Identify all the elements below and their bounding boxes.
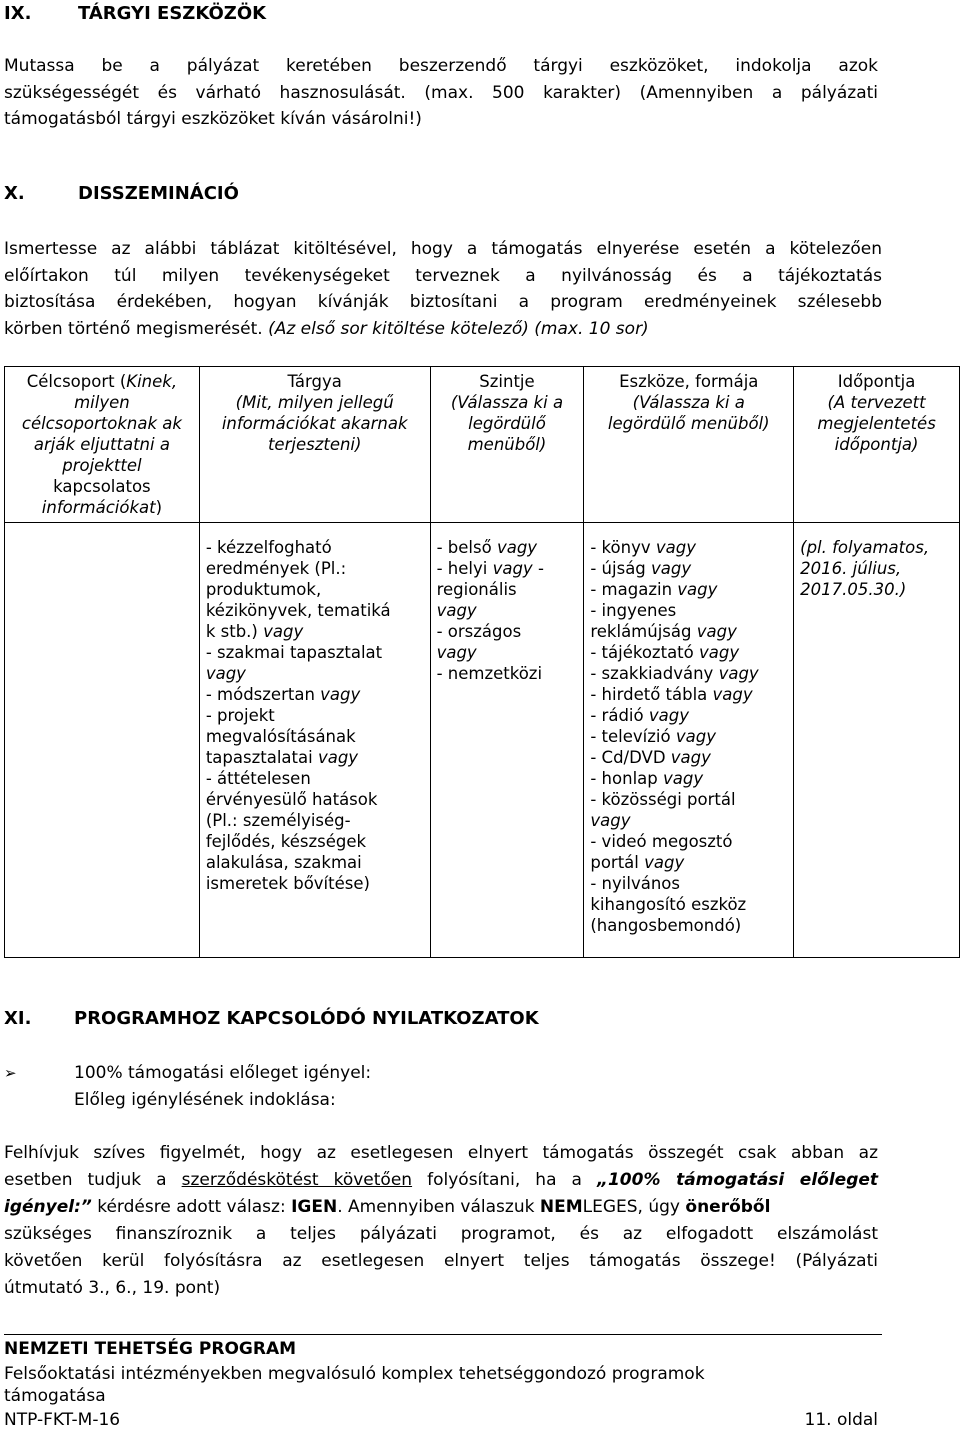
section-9-heading <box>4 3 267 24</box>
header-subject: Tárgya (Mit, milyen jellegű információkat akarnak terjeszteni) <box>199 367 430 523</box>
cell-line: - rádió vagy <box>590 706 689 725</box>
section-10-title: DISSZEMINÁCIÓ <box>78 183 239 204</box>
cell-line: vagy <box>436 643 477 662</box>
cell-line: - videó megosztó <box>590 832 733 851</box>
cell-line: - áttételesen <box>205 769 311 788</box>
section-10-line: előírtakon túl milyen tevékenységeket terveznek a nyilvánosság és a tájékoztatás <box>4 265 882 286</box>
cell-line: - ingyenes <box>590 601 677 620</box>
cell-line: reklámújság vagy <box>590 622 737 641</box>
cell-line: ismeretek bővítése) <box>205 874 370 893</box>
footer-rule <box>4 1334 882 1335</box>
cell-line: - szakkiadvány vagy <box>590 664 759 683</box>
cell-line: 2016. július, <box>800 559 902 578</box>
section-10-text <box>4 236 882 342</box>
section-11-number: XI. <box>4 1008 32 1029</box>
cell-line: portál vagy <box>590 853 685 872</box>
cell-line: - tájékoztató vagy <box>590 643 740 662</box>
arrow-bullet-icon: ➢ <box>4 1064 17 1082</box>
cell-line: kihangosító eszköz <box>590 895 747 914</box>
advance-justification-label[interactable]: Előleg igénylésének indoklása: <box>74 1090 336 1110</box>
cell-line: érvényesülő hatások <box>205 790 378 809</box>
cell-line: regionális <box>436 580 517 599</box>
cell-line: - nemzetközi <box>436 664 543 683</box>
header-means: Eszköze, formája (Válassza ki a legördülő menüből) <box>584 367 794 523</box>
cell-line: - televízió vagy <box>590 727 716 746</box>
cell-line: vagy <box>205 664 246 683</box>
section-10-line: körben történő megismerését. (Az első sor kitöltése kötelező) (max. 10 sor) <box>4 318 649 339</box>
cell-line: produktumok, <box>205 580 322 599</box>
date-cell[interactable] <box>794 523 960 958</box>
cell-line: eredmények (Pl.: <box>205 559 347 578</box>
cell-line: fejlődés, készségek <box>205 832 367 851</box>
table-header-row <box>5 367 960 523</box>
cell-line: - nyilvános <box>590 874 680 893</box>
section-9-line: Mutassa be a pályázat keretében beszerzendő tárgyi eszközöket, indokolja azok <box>4 56 878 76</box>
section-9-number: IX. <box>4 3 32 24</box>
section-9-line: támogatásból tárgyi eszközöket kíván vásárolni!) <box>4 109 422 129</box>
cell-line: - hirdető tábla vagy <box>590 685 753 704</box>
cell-line: - országos <box>436 622 522 641</box>
section-9-title: TÁRGYI ESZKÖZÖK <box>78 3 267 24</box>
contract-link-text: szerződéskötést követően <box>181 1170 413 1190</box>
cell-line: - belső vagy <box>436 538 538 557</box>
cell-line: alakulása, szakmai <box>205 853 362 872</box>
cell-line: - könyv vagy <box>590 538 696 557</box>
cell-line: (Pl.: személyiség- <box>205 811 351 830</box>
header-target-group: Célcsoport (Kinek, milyen célcsoportoknak ak arják eljuttatni a projekttel kapcsolatos információkat) <box>5 367 200 523</box>
header-level: Szintje (Válassza ki a legördülő menüből) <box>430 367 584 523</box>
cell-line: (hangosbemondó) <box>590 916 742 935</box>
cell-line: - módszertan vagy <box>205 685 361 704</box>
cell-line: 2017.05.30.) <box>800 580 907 599</box>
footer-code: NTP-FKT-M-16 <box>4 1410 121 1430</box>
section-10-line: biztosítása érdekében, hogyan kívánják biztosítani a program eredményeinek szélesebb <box>4 292 882 312</box>
footer-program-name: NEMZETI TEHETSÉG PROGRAM <box>4 1339 297 1359</box>
cell-line: - projekt <box>205 706 275 725</box>
cell-line: tapasztalatai vagy <box>205 748 359 767</box>
section-10-note: (Az első sor kitöltése kötelező) (max. 10 sor) <box>268 318 649 339</box>
cell-line: k stb.) vagy <box>205 622 304 641</box>
means-cell[interactable] <box>584 523 794 958</box>
cell-line: - magazin vagy <box>590 580 718 599</box>
cell-line: - Cd/DVD vagy <box>590 748 711 767</box>
footer-subtitle: Felsőoktatási intézményekben megvalósuló komplex tehetséggondozó programok támogatása <box>4 1364 705 1406</box>
cell-line: - szakmai tapasztalat <box>205 643 383 662</box>
section-11-heading <box>4 1008 539 1029</box>
section-10-heading <box>4 183 239 204</box>
section-10-line: Ismertesse az alábbi táblázat kitöltésével, hogy a támogatás elnyerése esetén a kötelezően <box>4 239 882 259</box>
cell-line: - közösségi portál <box>590 790 736 809</box>
section-11-title: PROGRAMHOZ KAPCSOLÓDÓ NYILATKOZATOK <box>74 1008 539 1029</box>
header-date: Időpontja (A tervezett megjelentetés időpontja) <box>794 367 960 523</box>
cell-line: vagy <box>436 601 477 620</box>
table-row <box>5 523 960 958</box>
cell-line: megvalósításának <box>205 727 356 746</box>
advance-request-label[interactable]: 100% támogatási előleget igényel: <box>74 1063 372 1083</box>
cell-line: - honlap vagy <box>590 769 704 788</box>
dissemination-table <box>4 366 960 958</box>
section-11-notice: Felhívjuk szíves figyelmét, hogy az esetlegesen elnyert támogatás összegét csak abban az esetben tudjuk a szerződéskötést követően folyósítani, ha a „100% támogatási előleget igényel:” kérdésre adott válasz: IGEN. Amennyiben válaszuk NEMLEGES, úgy önerőből szükséges finanszíroznik a teljes pályázati programot, és az elfogadott elszámolást követően kerül folyósításra az esetlegesen elnyert teljes támogatás összege! (Pályázati útmutató 3., 6., 19. pont) <box>4 1143 879 1298</box>
subject-cell[interactable] <box>199 523 430 958</box>
section-9-line: szükségességét és várható hasznosulását. (max. 500 karakter) (Amennyiben a pályázati <box>4 82 878 103</box>
cell-line: - helyi vagy - <box>436 559 544 578</box>
cell-line: vagy <box>590 811 631 830</box>
cell-line: - újság vagy <box>590 559 692 578</box>
cell-line: - kézzelfogható <box>205 538 332 557</box>
section-9-text <box>4 53 878 133</box>
section-10-number: X. <box>4 183 25 204</box>
footer-page-number: 11. oldal <box>804 1410 878 1430</box>
target-group-cell[interactable] <box>5 523 200 958</box>
level-cell[interactable] <box>430 523 584 958</box>
cell-line: (pl. folyamatos, <box>800 538 930 557</box>
cell-line: kézikönyvek, tematiká <box>205 601 391 620</box>
